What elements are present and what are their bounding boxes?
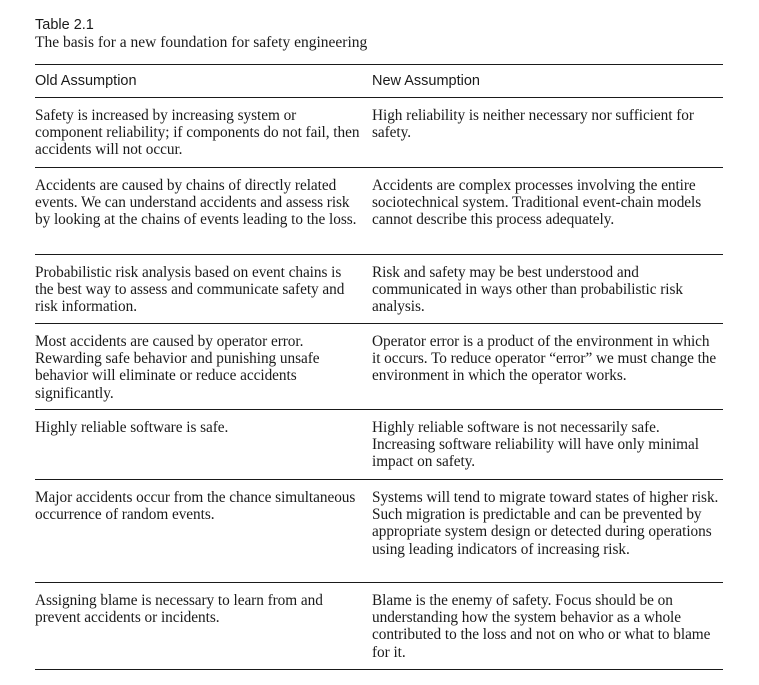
new-assumption-cell: Systems will tend to migrate toward states of higher risk. Such migration is predictable and can be prevented by appropriate system design or detected during operations using leading indicators of increasing risk. <box>372 489 719 558</box>
table-header-row <box>35 65 723 98</box>
table-caption <box>35 16 367 52</box>
old-assumption-cell: Safety is increased by increasing system or component reliability; if components do not fail, then accidents will not occur. <box>35 107 360 159</box>
table-row <box>35 410 723 480</box>
table-row <box>35 583 723 670</box>
old-assumption-cell: Most accidents are caused by operator error. Rewarding safe behavior and punishing unsafe behavior will eliminate or reduce accidents significantly. <box>35 333 320 402</box>
table-row <box>35 168 723 255</box>
new-assumption-cell: Operator error is a product of the environment in which it occurs. To reduce operator “error” we must change the environment in which the operator works. <box>372 333 717 385</box>
new-assumption-cell: High reliability is neither necessary nor sufficient for safety. <box>372 107 694 142</box>
table-title: The basis for a new foundation for safety engineering <box>35 34 368 51</box>
old-assumption-cell: Assigning blame is necessary to learn from and prevent accidents or incidents. <box>35 592 323 627</box>
old-assumption-cell: Major accidents occur from the chance simultaneous occurrence of random events. <box>35 489 356 524</box>
new-assumption-cell: Blame is the enemy of safety. Focus should be on understanding how the system behavior as a whole contributed to the loss and not on who or what to blame for it. <box>372 592 711 661</box>
old-assumption-cell: Highly reliable software is safe. <box>35 419 229 436</box>
new-assumption-cell: Risk and safety may be best understood and communicated in ways other than probabilistic risk analysis. <box>372 264 684 316</box>
new-assumption-cell: Accidents are complex processes involving the entire sociotechnical system. Traditional event-chain models cannot describe this process adequately. <box>372 177 702 229</box>
table-row <box>35 98 723 168</box>
column-header-old-assumption: Old Assumption <box>35 73 137 89</box>
table-number: Table 2.1 <box>35 17 94 33</box>
old-assumption-cell: Accidents are caused by chains of directly related events. We can understand accidents and assess risk by looking at the chains of events leading to the loss. <box>35 177 357 229</box>
assumptions-table <box>35 64 723 670</box>
old-assumption-cell: Probabilistic risk analysis based on event chains is the best way to assess and communicate safety and risk information. <box>35 264 345 316</box>
new-assumption-cell: Highly reliable software is not necessarily safe. Increasing software reliability will have only minimal impact on safety. <box>372 419 699 471</box>
column-header-new-assumption: New Assumption <box>372 73 480 89</box>
table-row <box>35 480 723 583</box>
table-row <box>35 255 723 324</box>
table-row <box>35 324 723 410</box>
